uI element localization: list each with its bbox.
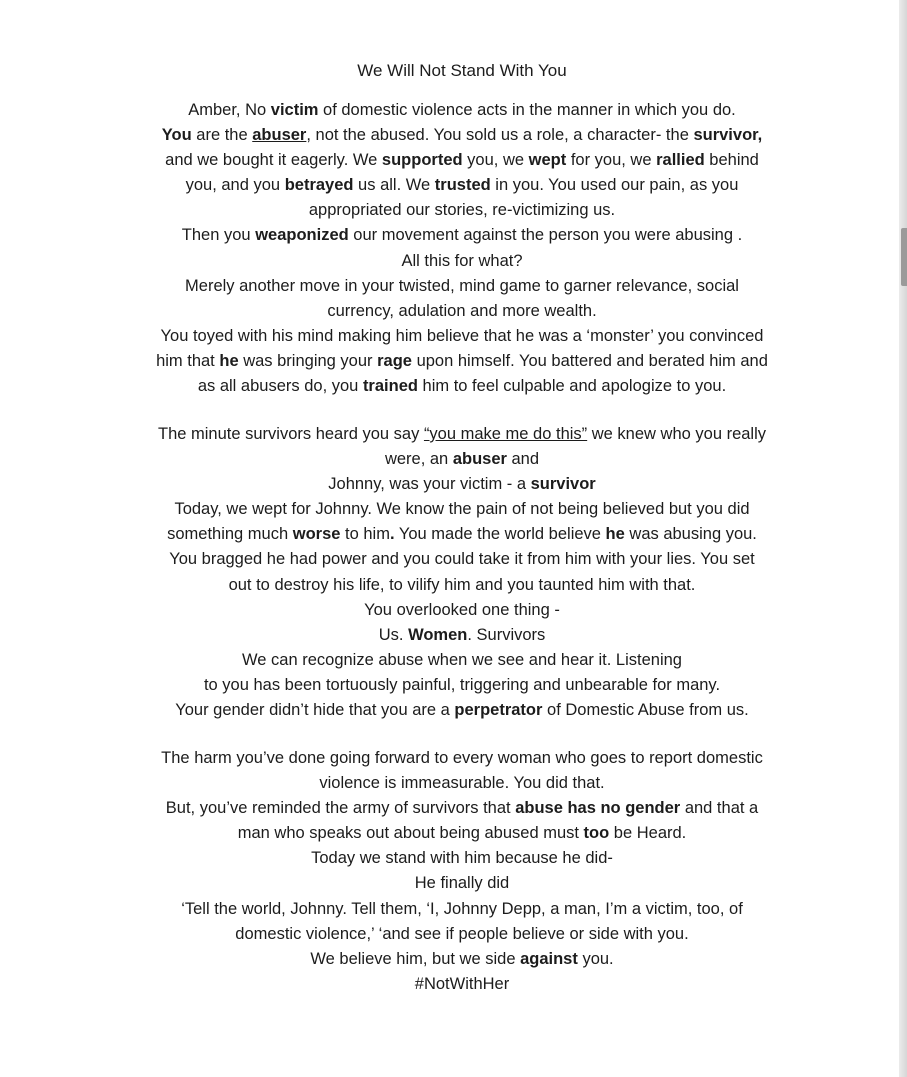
text-line: [0, 796, 907, 821]
text-run: Today, we wept for Johnny. We know the pain of not being believed but you did: [174, 500, 750, 519]
text-run: We can recognize abuse when we see and hear it. Listening: [242, 650, 682, 669]
emphasized-text: abuse has no gender: [515, 799, 681, 818]
text-run: you, and you: [185, 176, 285, 195]
text-run: we knew who you really: [587, 425, 767, 443]
text-run: Us.: [378, 625, 409, 644]
text-run: of Domestic Abuse from us.: [542, 701, 749, 720]
text-run: to him: [340, 525, 390, 544]
text-line: [0, 871, 907, 896]
text-run: Amber, No: [188, 101, 271, 119]
emphasized-text: weaponized: [255, 226, 349, 245]
text-run: us all. We: [353, 176, 435, 195]
text-run: of domestic violence acts in the manner in which you do.: [318, 101, 736, 119]
text-line: [0, 846, 907, 871]
text-run: you.: [577, 949, 614, 968]
emphasized-text: Women: [408, 625, 468, 644]
emphasized-text: against: [520, 949, 578, 968]
text-line: [0, 447, 907, 472]
text-line: [0, 648, 907, 673]
text-run: , not the abused. You sold us a role, a character- the: [306, 126, 694, 145]
text-line: [0, 299, 907, 324]
text-line: [0, 547, 907, 572]
text-run: Today we stand with him because he did-: [311, 849, 613, 868]
text-line: [0, 972, 907, 997]
text-line: [0, 922, 907, 947]
text-run: out to destroy his life, to vilify him and you taunted him with that.: [228, 575, 696, 594]
emphasized-text: trained: [362, 377, 418, 396]
text-line: [0, 123, 907, 148]
text-run: be Heard.: [609, 824, 687, 843]
text-run: are the: [191, 126, 253, 145]
text-line: [0, 198, 907, 223]
text-run: our movement against the person you were abusing .: [348, 226, 743, 245]
text-run: was bringing your: [238, 351, 378, 370]
text-run: Then you: [181, 226, 256, 245]
text-run: behind: [704, 151, 759, 170]
text-line: [0, 148, 907, 173]
emphasized-text: perpetrator: [454, 701, 543, 720]
text-run: something much: [167, 525, 293, 544]
text-run: The harm you’ve done going forward to every woman who goes to report domestic: [161, 749, 763, 767]
text-line: [0, 746, 907, 771]
text-run: currency, adulation and more wealth.: [327, 301, 597, 320]
text-run: appropriated our stories, re-victimizing us.: [308, 201, 616, 220]
emphasized-text: You: [161, 126, 192, 145]
emphasized-text: he: [605, 525, 625, 544]
paragraph-1: [0, 98, 907, 399]
text-run: . Survivors: [467, 625, 546, 644]
emphasized-text: rage: [377, 351, 412, 370]
text-line: [0, 897, 907, 922]
paragraph-3: [0, 746, 907, 997]
text-run: We believe him, but we side: [310, 949, 521, 968]
text-run: as all abusers do, you: [197, 377, 363, 396]
emphasized-text: abuser: [452, 450, 507, 469]
emphasized-text: wept: [528, 151, 567, 170]
text-run: and: [506, 450, 540, 469]
text-run: for you, we: [566, 151, 657, 170]
emphasized-text: too: [583, 824, 610, 843]
emphasized-text: betrayed: [284, 176, 354, 195]
emphasized-text: he: [219, 351, 239, 370]
emphasized-text: victim: [270, 101, 319, 119]
text-run: him to feel culpable and apologize to you.: [417, 377, 727, 396]
text-run: and we bought it eagerly. We: [165, 151, 382, 170]
text-line: [0, 472, 907, 497]
text-line: [0, 349, 907, 374]
emphasized-text: survivor: [530, 475, 596, 494]
text-line: [0, 223, 907, 248]
text-line: [0, 673, 907, 698]
emphasized-text: survivor,: [693, 126, 763, 145]
text-run: #NotWithHer: [414, 974, 510, 993]
text-run: you, we: [462, 151, 529, 170]
text-line: [0, 598, 907, 623]
text-line: [0, 947, 907, 972]
text-line: [0, 274, 907, 299]
text-run: You bragged he had power and you could take it from him with your lies. You set: [169, 550, 755, 569]
text-run: The minute survivors heard you say: [157, 425, 424, 443]
text-line: [0, 821, 907, 846]
text-run: He finally did: [414, 874, 510, 893]
document-title: We Will Not Stand With You: [357, 61, 567, 80]
paragraph-2: [0, 422, 907, 723]
text-run: upon himself. You battered and berated him and: [411, 351, 768, 370]
emphasized-text: trusted: [434, 176, 491, 195]
text-line: [0, 98, 907, 123]
text-run: You toyed with his mind making him believe that he was a ‘monster’ you convinced: [160, 326, 764, 345]
text-run: “you make me do this”: [423, 425, 588, 443]
text-run: him that: [156, 351, 220, 370]
text-line: [0, 497, 907, 522]
text-line: [0, 573, 907, 598]
text-line: [0, 422, 907, 447]
emphasized-text: supported: [381, 151, 463, 170]
text-run: Merely another move in your twisted, mind game to garner relevance, social: [185, 276, 739, 295]
emphasized-text: worse: [292, 525, 341, 544]
emphasized-text: .: [389, 525, 395, 544]
text-run: were, an: [384, 450, 453, 469]
text-run: Your gender didn’t hide that you are a: [175, 701, 455, 720]
text-run: man who speaks out about being abused must: [237, 824, 584, 843]
text-run: All this for what?: [401, 251, 523, 270]
text-line: [0, 249, 907, 274]
text-line: [0, 374, 907, 399]
text-run: You overlooked one thing -: [364, 600, 560, 619]
text-run: But, you’ve reminded the army of survivors that: [165, 799, 516, 818]
text-line: [0, 173, 907, 198]
text-run: domestic violence,’ ‘and see if people believe or side with you.: [235, 924, 689, 943]
text-run: was abusing you.: [624, 525, 757, 544]
text-line: [0, 623, 907, 648]
text-run: violence is immeasurable. You did that.: [319, 774, 605, 793]
emphasized-text: abuser: [252, 126, 307, 145]
text-run: Johnny, was your victim - a: [328, 475, 531, 494]
text-run: to you has been tortuously painful, triggering and unbearable for many.: [203, 675, 721, 694]
text-run: in you. You used our pain, as you: [490, 176, 739, 195]
text-run: You made the world believe: [394, 525, 606, 544]
text-line: [0, 771, 907, 796]
text-run: ‘Tell the world, Johnny. Tell them, ‘I, Johnny Depp, a man, I’m a victim, too, of: [181, 899, 743, 918]
emphasized-text: rallied: [656, 151, 705, 170]
text-line: [0, 698, 907, 723]
text-line: [0, 522, 907, 547]
text-line: [0, 324, 907, 349]
text-run: and that a: [680, 799, 759, 818]
